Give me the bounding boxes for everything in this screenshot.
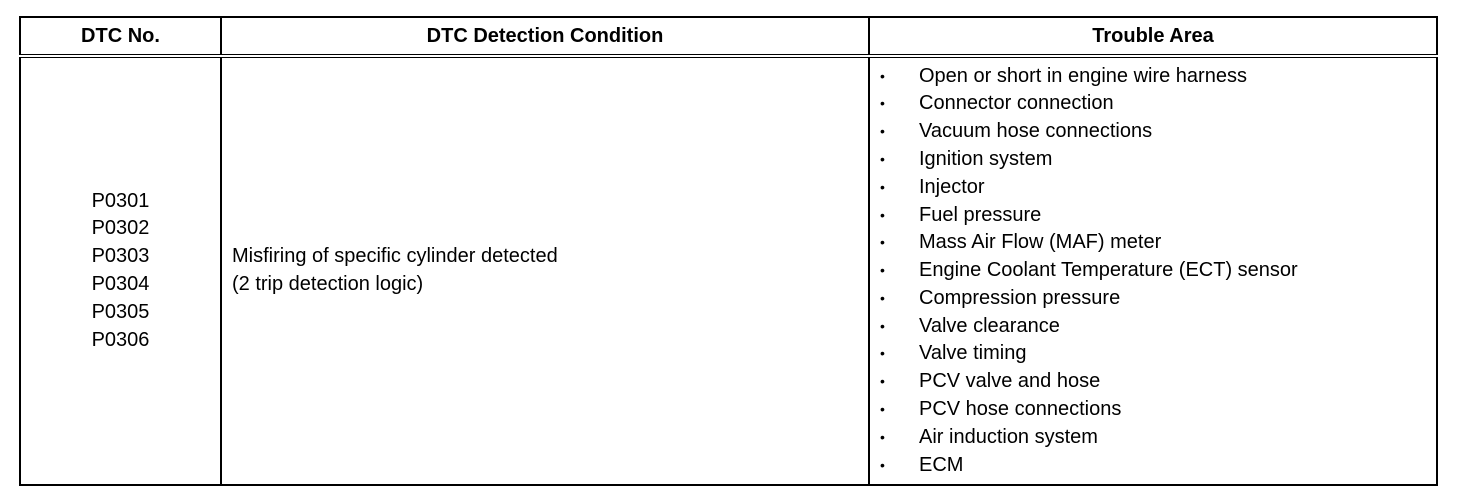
- bullet-icon: •: [880, 317, 885, 334]
- dtc-code: P0303: [91, 245, 150, 268]
- trouble-area-text: Injector: [919, 175, 985, 198]
- bullet-icon: •: [880, 345, 885, 362]
- list-item: [870, 424, 1436, 452]
- dtc-code: P0304: [91, 273, 150, 295]
- list-item: [870, 313, 1436, 341]
- dtc-code: P0306: [91, 328, 150, 351]
- trouble-area-text: Open or short in engine wire harness: [919, 64, 1247, 87]
- list-item: [870, 90, 1436, 118]
- trouble-area-text: PCV hose connections: [919, 398, 1122, 421]
- bullet-icon: •: [880, 428, 885, 445]
- list-item: [870, 202, 1436, 230]
- bullet-icon: •: [880, 234, 885, 251]
- bullet-icon: •: [880, 67, 885, 84]
- header-dtc-no: DTC No.: [20, 17, 221, 56]
- trouble-area-text: Connector connection: [919, 92, 1114, 115]
- bullet-icon: •: [880, 123, 885, 140]
- trouble-area-text: Ignition system: [919, 147, 1053, 170]
- header-trouble-area: Trouble Area: [869, 17, 1437, 56]
- dtc-table: [19, 16, 1438, 486]
- bullet-icon: •: [880, 178, 885, 195]
- bullet-icon: •: [880, 206, 885, 223]
- bullet-icon: •: [880, 373, 885, 390]
- trouble-area-text: Valve timing: [919, 342, 1027, 365]
- list-item: [870, 229, 1436, 257]
- bullet-icon: •: [880, 456, 885, 473]
- list-item: [870, 285, 1436, 313]
- list-item: [870, 118, 1436, 146]
- trouble-area-text: Engine Coolant Temperature (ECT) sensor: [919, 259, 1298, 282]
- list-item: [870, 452, 1436, 480]
- list-item: [870, 146, 1436, 174]
- bullet-icon: •: [880, 95, 885, 112]
- list-item: [870, 396, 1436, 424]
- list-item: [870, 174, 1436, 202]
- dtc-code-cell: [20, 56, 221, 485]
- trouble-area-text: Vacuum hose connections: [919, 120, 1153, 143]
- header-row: [20, 17, 1437, 56]
- trouble-area-text: Valve clearance: [919, 314, 1060, 337]
- trouble-area-text: PCV valve and hose: [919, 370, 1101, 393]
- header-detection-condition: DTC Detection Condition: [221, 17, 869, 56]
- bullet-icon: •: [880, 262, 885, 279]
- detection-condition-cell: [221, 56, 869, 485]
- trouble-area-text: Compression pressure: [919, 286, 1121, 309]
- list-item: [870, 340, 1436, 368]
- trouble-area-text: Mass Air Flow (MAF) meter: [919, 231, 1162, 254]
- trouble-area-text: Air induction system: [919, 425, 1098, 448]
- trouble-area-text: ECM: [919, 453, 964, 476]
- table-row: [20, 56, 1437, 485]
- dtc-code: P0305: [91, 300, 150, 323]
- list-item: [870, 257, 1436, 285]
- dtc-code: P0302: [91, 217, 150, 240]
- trouble-area-cell: [869, 56, 1437, 485]
- trouble-area-list: [870, 59, 1436, 484]
- bullet-icon: •: [880, 289, 885, 306]
- detection-condition-note: (2 trip detection logic): [232, 273, 424, 295]
- list-item: [870, 368, 1436, 396]
- list-item: [870, 63, 1436, 91]
- trouble-area-text: Fuel pressure: [919, 203, 1042, 226]
- bullet-icon: •: [880, 150, 885, 167]
- bullet-icon: •: [880, 401, 885, 418]
- dtc-code: P0301: [91, 189, 150, 212]
- detection-condition-text: Misfiring of specific cylinder detected: [232, 245, 558, 268]
